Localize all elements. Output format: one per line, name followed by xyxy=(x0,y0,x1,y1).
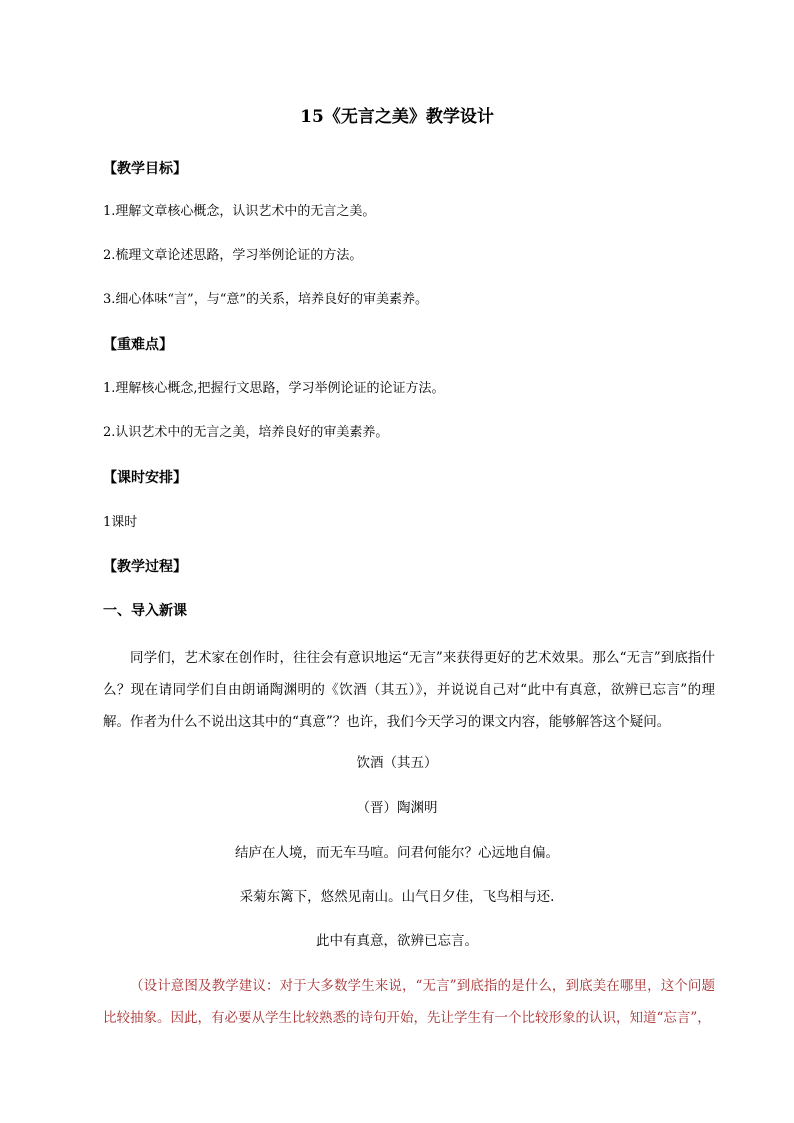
objective-item-3: 3.细心体味“言”，与“意”的关系，培养良好的审美素养。 xyxy=(103,292,428,307)
key-point-item-1: 1.理解核心概念,把握行文思路，学习举例论证的论证方法。 xyxy=(103,381,445,396)
schedule-heading: 【课时安排】 xyxy=(103,470,187,486)
poem-line-2: 采菊东篱下，悠然见南山。山气日夕佳，飞鸟相与还. xyxy=(239,889,555,905)
objective-item-1: 1.理解文章核心概念，认识艺术中的无言之美。 xyxy=(103,204,376,219)
document-title: 15《无言之美》教学设计 xyxy=(300,107,494,127)
poem-title: 饮酒（其五） xyxy=(356,755,438,771)
section-heading-intro: 一、导入新课 xyxy=(103,603,187,619)
objective-item-2: 2.梳理文章论述思路，学习举例论证的方法。 xyxy=(103,248,363,263)
schedule-text: 1课时 xyxy=(103,515,138,530)
key-point-item-2: 2.认识艺术中的无言之美，培养良好的审美素养。 xyxy=(103,425,389,440)
design-note: （设计意图及教学建议：对于大多数学生来说，“无言”到底指的是什么，到底美在哪里，这个问题比较抽象。因此，有必要从学生比较熟悉的诗句开始，先让学生有一个比较形象的认识，知道“忘言”， xyxy=(103,978,715,1026)
intro-paragraph: 同学们，艺术家在创作时，往往会有意识地运“无言”来获得更好的艺术效果。那么“无言”到底指什么？现在请同学们自由朗诵陶渊明的《饮酒（其五）》，并说说自己对“此中有真意，欲辨已忘言”的理解。作者为什么不说出这其中的“真意”？也许，我们今天学习的课文内容，能够解答这个疑问。 xyxy=(103,650,715,730)
key-points-heading: 【重难点】 xyxy=(103,337,173,353)
poem-line-3: 此中有真意，欲辨已忘言。 xyxy=(316,933,478,949)
poem-line-1: 结庐在人境，而无车马喧。问君何能尔？心远地自偏。 xyxy=(235,845,559,861)
process-heading: 【教学过程】 xyxy=(103,559,187,575)
objectives-heading: 【教学目标】 xyxy=(103,161,187,177)
poem-author: （晋）陶渊明 xyxy=(356,800,438,816)
